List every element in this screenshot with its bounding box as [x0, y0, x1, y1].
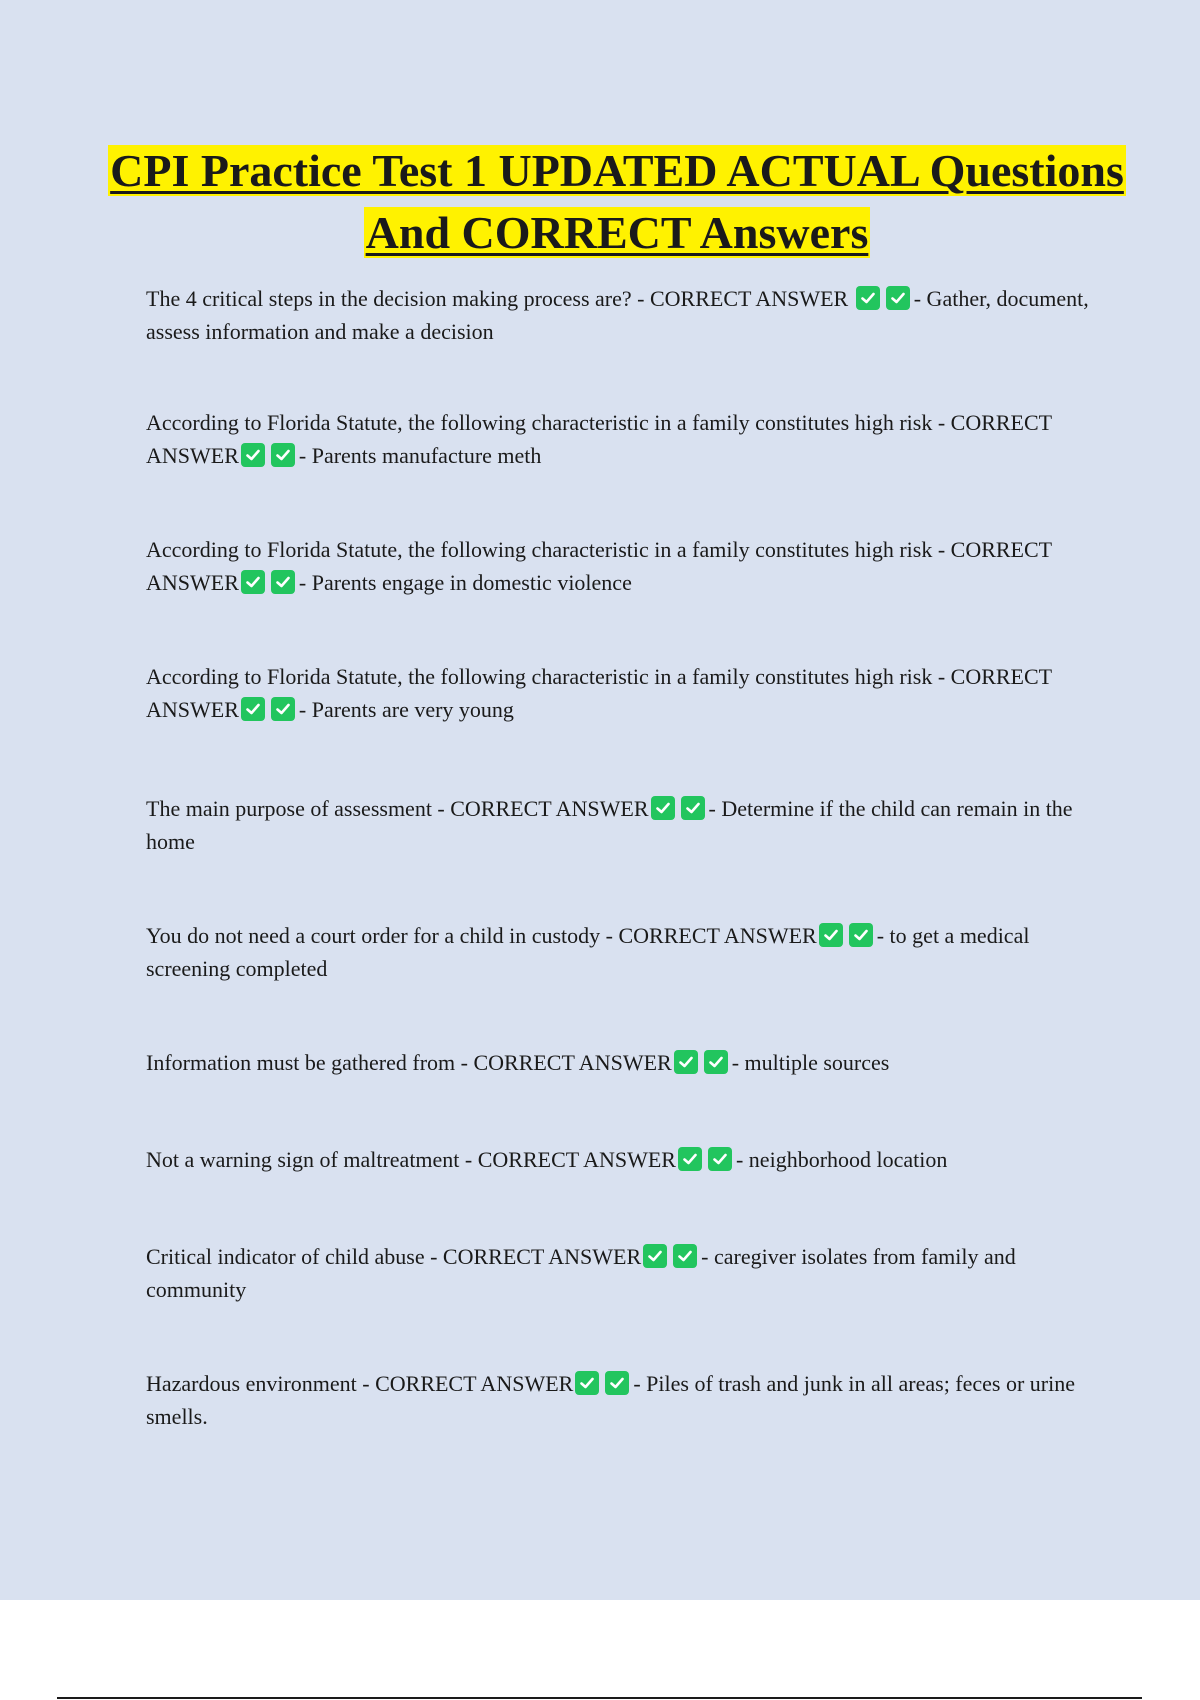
qa-item-8: [146, 1143, 1096, 1176]
answer-text: - Parents engage in domestic violence: [298, 570, 632, 595]
answer-text: - Gather, document, assess information and make a decision: [146, 286, 1089, 344]
answer-text: - Piles of trash and junk in all areas; feces or urine smells.: [146, 1371, 1076, 1429]
check-mark-icon: [673, 1244, 697, 1268]
check-mark-icon: [271, 697, 295, 721]
qa-item-7: [146, 1046, 1096, 1079]
check-mark-icon: [819, 923, 843, 947]
answer-text: - caregiver isolates from family and community: [146, 1244, 1016, 1302]
check-mark-icon: [708, 1147, 732, 1171]
qa-item-1: [146, 282, 1096, 348]
qa-item-10: [146, 1367, 1096, 1433]
check-mark-icon: [605, 1371, 629, 1395]
qa-item-9: [146, 1240, 1096, 1306]
document-title-text: CPI Practice Test 1 UPDATED ACTUAL Questions And CORRECT Answers: [110, 145, 1124, 258]
question-text: According to Florida Statute, the following characteristic in a family constitutes high risk - CORRECT ANSWER: [146, 537, 1052, 595]
qa-item-2: [146, 406, 1096, 472]
question-text: The main purpose of assessment - CORRECT ANSWER: [146, 796, 649, 821]
check-mark-icon: [704, 1050, 728, 1074]
check-mark-icon: [643, 1244, 667, 1268]
qa-item-5: [146, 792, 1096, 858]
question-text: According to Florida Statute, the following characteristic in a family constitutes high risk - CORRECT ANSWER: [146, 664, 1052, 722]
check-mark-icon: [678, 1147, 702, 1171]
answer-text: - Determine if the child can remain in the home: [146, 796, 1073, 854]
question-text: Information must be gathered from - CORRECT ANSWER: [146, 1050, 672, 1075]
check-mark-icon: [241, 697, 265, 721]
qa-item-6: [146, 919, 1096, 985]
check-mark-icon: [271, 570, 295, 594]
answer-text: - multiple sources: [731, 1050, 890, 1075]
check-mark-icon: [241, 443, 265, 467]
check-mark-icon: [241, 570, 265, 594]
question-text: The 4 critical steps in the decision making process are? - CORRECT ANSWER: [146, 286, 849, 311]
answer-text: - Parents are very young: [298, 697, 514, 722]
question-text: Critical indicator of child abuse - CORRECT ANSWER: [146, 1244, 642, 1269]
check-mark-icon: [886, 286, 910, 310]
question-text: According to Florida Statute, the following characteristic in a family constitutes high risk - CORRECT ANSWER: [146, 410, 1052, 468]
check-mark-icon: [674, 1050, 698, 1074]
check-mark-icon: [575, 1371, 599, 1395]
question-text: Not a warning sign of maltreatment - CORRECT ANSWER: [146, 1147, 676, 1172]
footer-divider: [57, 1697, 1142, 1699]
document-title: [100, 140, 1134, 264]
question-text: You do not need a court order for a child in custody - CORRECT ANSWER: [146, 923, 817, 948]
question-text: Hazardous environment - CORRECT ANSWER: [146, 1371, 574, 1396]
answer-text: - to get a medical screening completed: [146, 923, 1030, 981]
check-mark-icon: [271, 443, 295, 467]
qa-item-4: [146, 660, 1096, 726]
check-mark-icon: [856, 286, 880, 310]
check-mark-icon: [849, 923, 873, 947]
check-mark-icon: [651, 796, 675, 820]
answer-text: - Parents manufacture meth: [298, 443, 542, 468]
qa-item-3: [146, 533, 1096, 599]
answer-text: - neighborhood location: [735, 1147, 948, 1172]
check-mark-icon: [681, 796, 705, 820]
